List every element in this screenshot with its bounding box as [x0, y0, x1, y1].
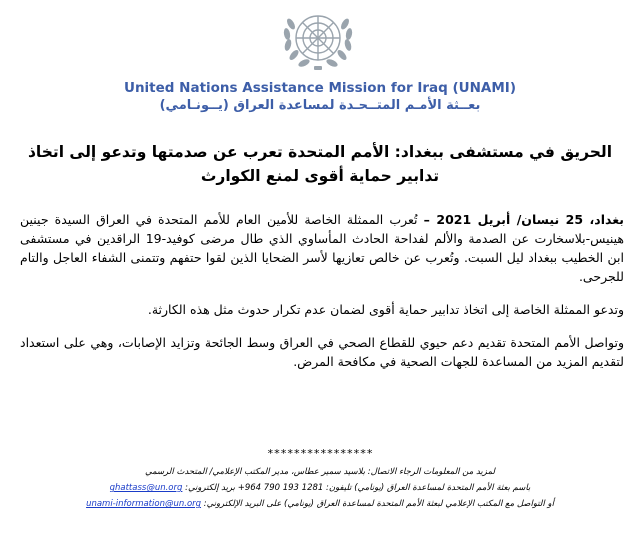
- press-release-body: [20, 210, 624, 385]
- spokesperson-email-link[interactable]: ghattass@un.org: [109, 483, 183, 493]
- contact-line-3: [40, 496, 600, 512]
- contact-block: [40, 464, 600, 512]
- paragraph-1: [20, 210, 624, 286]
- organization-name-arabic: بعــثة الأمـم المتــحـدة لمساعدة العراق (يــونـامي): [159, 98, 481, 113]
- paragraph-1-text: تُعرب الممثلة الخاصة للأمين العام للأمم المتحدة في العراق السيدة جينين هينيس-بلاسخارت عن الصدمة والألم لفداحة الحادث المأساوي الذي طال مرضى كوفيد-19 الراقدين في مستشفى ابن الخطيب ببغداد ليل السبت. وتُعرب عن خالص تعازيها لأسر الضحايا الذين لقوا حتفهم وتتمنى الشفاء العاجل والتام للجرحى.: [20, 212, 624, 284]
- dateline: بغداد، 25 نيسان/ أبريل 2021 –: [423, 212, 624, 227]
- un-emblem-icon: [274, 2, 362, 78]
- contact-line-1: لمزيد من المعلومات الرجاء الاتصال: بلاسيد سمير عطاس، مدير المكتب الإعلامي/ المتحدث الرسمي: [144, 467, 495, 477]
- contact-line-2-text: باسم بعثة الأمم المتحدة لمساعدة العراق (يونامي) تليفون: 1281 193 790 964+ بريد إلكتروني:: [185, 483, 531, 493]
- paragraph-3: وتواصل الأمم المتحدة تقديم دعم حيوي للقطاع الصحي في العراق وسط الجائحة وتزايد الإصابات، وهي على استعداد لتقديم المزيد من المساعدة للجهات الصحية في مكافحة المرض.: [20, 335, 624, 369]
- information-email-link[interactable]: unami-information@un.org: [86, 499, 202, 509]
- organization-name-english: United Nations Assistance Mission for Iraq (UNAMI): [123, 80, 516, 96]
- contact-line-3-text: أو التواصل مع المكتب الإعلامي لبعثة الأمم المتحدة لمساعدة العراق (يونامي) على البريد الإلكتروني:: [203, 499, 554, 509]
- press-release-title: الحريق في مستشفى ببغداد: الأمم المتحدة تعرب عن صدمتها وتدعو إلى اتخاذ تدابير حماية أقوى لمنع الكوارث: [27, 143, 613, 185]
- section-separator: ****************: [267, 447, 373, 460]
- contact-line-2: [40, 480, 600, 496]
- paragraph-2: وتدعو الممثلة الخاصة إلى اتخاذ تدابير حماية أقوى لضمان عدم تكرار حدوث مثل هذه الكارثة.: [147, 302, 624, 317]
